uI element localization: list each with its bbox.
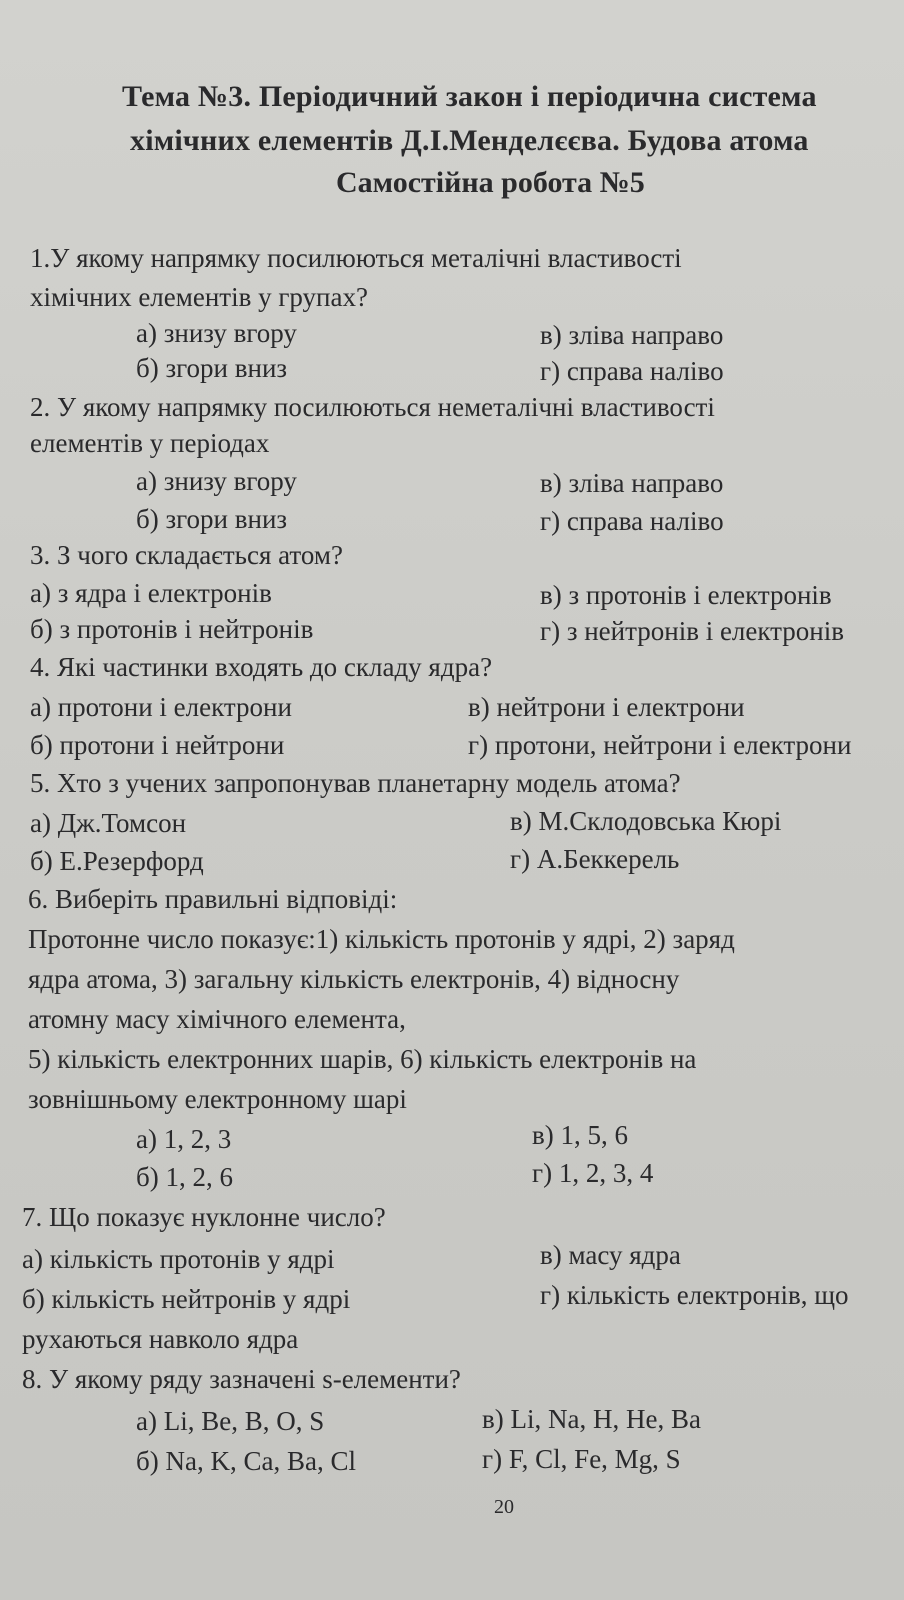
question-6-text: зовнішньому електронному шарі xyxy=(28,1084,407,1114)
question-5-text: 5. Хто з учених запропонував планетарну модель атома? xyxy=(30,768,681,798)
question-4-option-g: г) протони, нейтрони і електрони xyxy=(468,730,852,760)
question-2-text: 2. У якому напрямку посилюються неметалічні властивості xyxy=(30,392,715,422)
page-title-line-1: Тема №3. Періодичний закон і періодична система xyxy=(122,80,817,113)
page-title-line-2: хімічних елементів Д.І.Менделєєва. Будова атома xyxy=(130,124,809,157)
question-7-option-g-continued: рухаються навколо ядра xyxy=(22,1324,299,1354)
question-2-option-g: г) справа наліво xyxy=(540,506,724,536)
question-7-option-a: а) кількість протонів у ядрі xyxy=(22,1244,335,1274)
question-6-option-b: б) 1, 2, 6 xyxy=(136,1162,233,1192)
question-6-option-g: г) 1, 2, 3, 4 xyxy=(532,1158,654,1188)
question-4-option-v: в) нейтрони і електрони xyxy=(468,692,745,722)
question-1-text: 1.У якому напрямку посилюються металічні властивості xyxy=(30,243,682,273)
question-2-option-a: а) знизу вгору xyxy=(136,466,297,496)
question-6-text: ядра атома, 3) загальну кількість електронів, 4) відносну xyxy=(28,964,680,994)
question-2-option-v: в) зліва направо xyxy=(540,468,724,498)
question-7-option-b: б) кількість нейтронів у ядрі xyxy=(22,1284,351,1314)
question-8-option-v: в) Li, Na, H, He, Ba xyxy=(482,1404,701,1434)
question-1-option-b: б) згори вниз xyxy=(136,353,288,383)
question-7-option-g: г) кількість електронів, що xyxy=(540,1280,849,1310)
question-7-text: 7. Що показує нуклонне число? xyxy=(22,1202,386,1232)
question-1-text: хімічних елементів у групах? xyxy=(30,282,368,312)
question-5-option-v: в) М.Склодовська Кюрі xyxy=(510,806,782,836)
question-3-option-a: а) з ядра і електронів xyxy=(30,578,272,608)
question-3-option-v: в) з протонів і електронів xyxy=(540,580,832,610)
question-4-text: 4. Які частинки входять до складу ядра? xyxy=(30,652,493,682)
question-1-option-v: в) зліва направо xyxy=(540,320,724,350)
question-2-option-b: б) згори вниз xyxy=(136,504,288,534)
question-7-option-v: в) масу ядра xyxy=(540,1240,681,1270)
question-2-text: елементів у періодах xyxy=(30,428,270,458)
page-number: 20 xyxy=(494,1496,514,1518)
question-6-option-a: а) 1, 2, 3 xyxy=(136,1124,232,1154)
question-3-text: 3. З чого складається атом? xyxy=(30,540,343,570)
question-1-option-a: а) знизу вгору xyxy=(136,318,297,348)
question-8-option-b: б) Na, K, Ca, Ba, Cl xyxy=(136,1446,356,1476)
page-subtitle: Самостійна робота №5 xyxy=(336,166,645,199)
question-5-option-g: г) А.Беккерель xyxy=(510,844,680,874)
question-8-text: 8. У якому ряду зазначені s-елементи? xyxy=(22,1364,461,1394)
question-1-option-g: г) справа наліво xyxy=(540,356,724,386)
question-6-text: атомну масу хімічного елемента, xyxy=(28,1004,406,1034)
question-8-option-a: а) Li, Be, B, O, S xyxy=(136,1406,325,1436)
question-6-option-v: в) 1, 5, 6 xyxy=(532,1120,628,1150)
question-6-text: 5) кількість електронних шарів, 6) кількість електронів на xyxy=(28,1044,697,1074)
question-4-option-a: а) протони і електрони xyxy=(30,692,292,722)
question-5-option-a: а) Дж.Томсон xyxy=(30,808,187,838)
question-3-option-g: г) з нейтронів і електронів xyxy=(540,616,844,646)
question-8-option-g: г) F, Cl, Fe, Mg, S xyxy=(482,1444,681,1474)
question-4-option-b: б) протони і нейтрони xyxy=(30,730,285,760)
question-5-option-b: б) Е.Резерфорд xyxy=(30,846,204,876)
question-3-option-b: б) з протонів і нейтронів xyxy=(30,614,314,644)
question-6-text: 6. Виберіть правильні відповіді: xyxy=(28,884,398,914)
question-6-text: Протонне число показує:1) кількість протонів у ядрі, 2) заряд xyxy=(28,924,735,954)
